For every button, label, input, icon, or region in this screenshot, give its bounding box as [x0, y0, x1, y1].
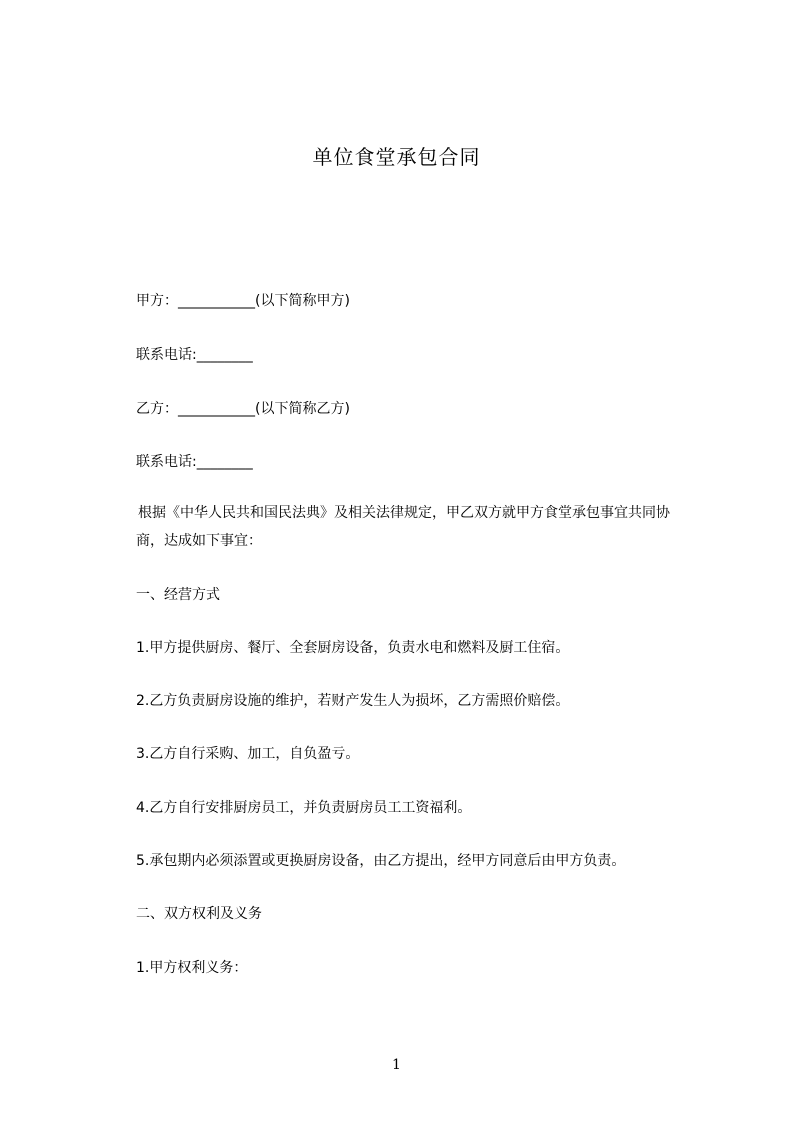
page-number: 1	[392, 1057, 401, 1073]
party-a-phone-line: 联系电话:________	[136, 347, 253, 363]
section1-item-2: 2.乙方负责厨房设施的维护，若财产发生人为损坏，乙方需照价赔偿。	[136, 693, 570, 709]
section1-item-5: 5.承包期内必须添置或更换厨房设备，由乙方提出，经甲方同意后由甲方负责。	[136, 853, 626, 869]
section1-item-3: 3.乙方自行采购、加工，自负盈亏。	[136, 746, 360, 762]
section1-item-4: 4.乙方自行安排厨房员工，并负责厨房员工工资福利。	[136, 800, 472, 816]
party-a-line: 甲方：___________(以下简称甲方)	[136, 293, 350, 309]
section2-heading: 二、双方权利及义务	[136, 906, 262, 922]
document-title: 单位食堂承包合同	[312, 145, 481, 169]
party-b-line: 乙方：___________(以下简称乙方)	[136, 401, 350, 417]
preamble-paragraph: 根据《中华人民共和国民法典》及相关法律规定，甲乙双方就甲方食堂承包事宜共同协商，达成如下事宜：	[136, 505, 670, 549]
party-b-phone-line: 联系电话:________	[136, 454, 253, 470]
section2-item-1: 1.甲方权利义务：	[136, 960, 248, 976]
section1-item-1: 1.甲方提供厨房、餐厅、全套厨房设备，负责水电和燃料及厨工住宿。	[136, 640, 570, 656]
section1-heading: 一、经营方式	[136, 587, 220, 603]
